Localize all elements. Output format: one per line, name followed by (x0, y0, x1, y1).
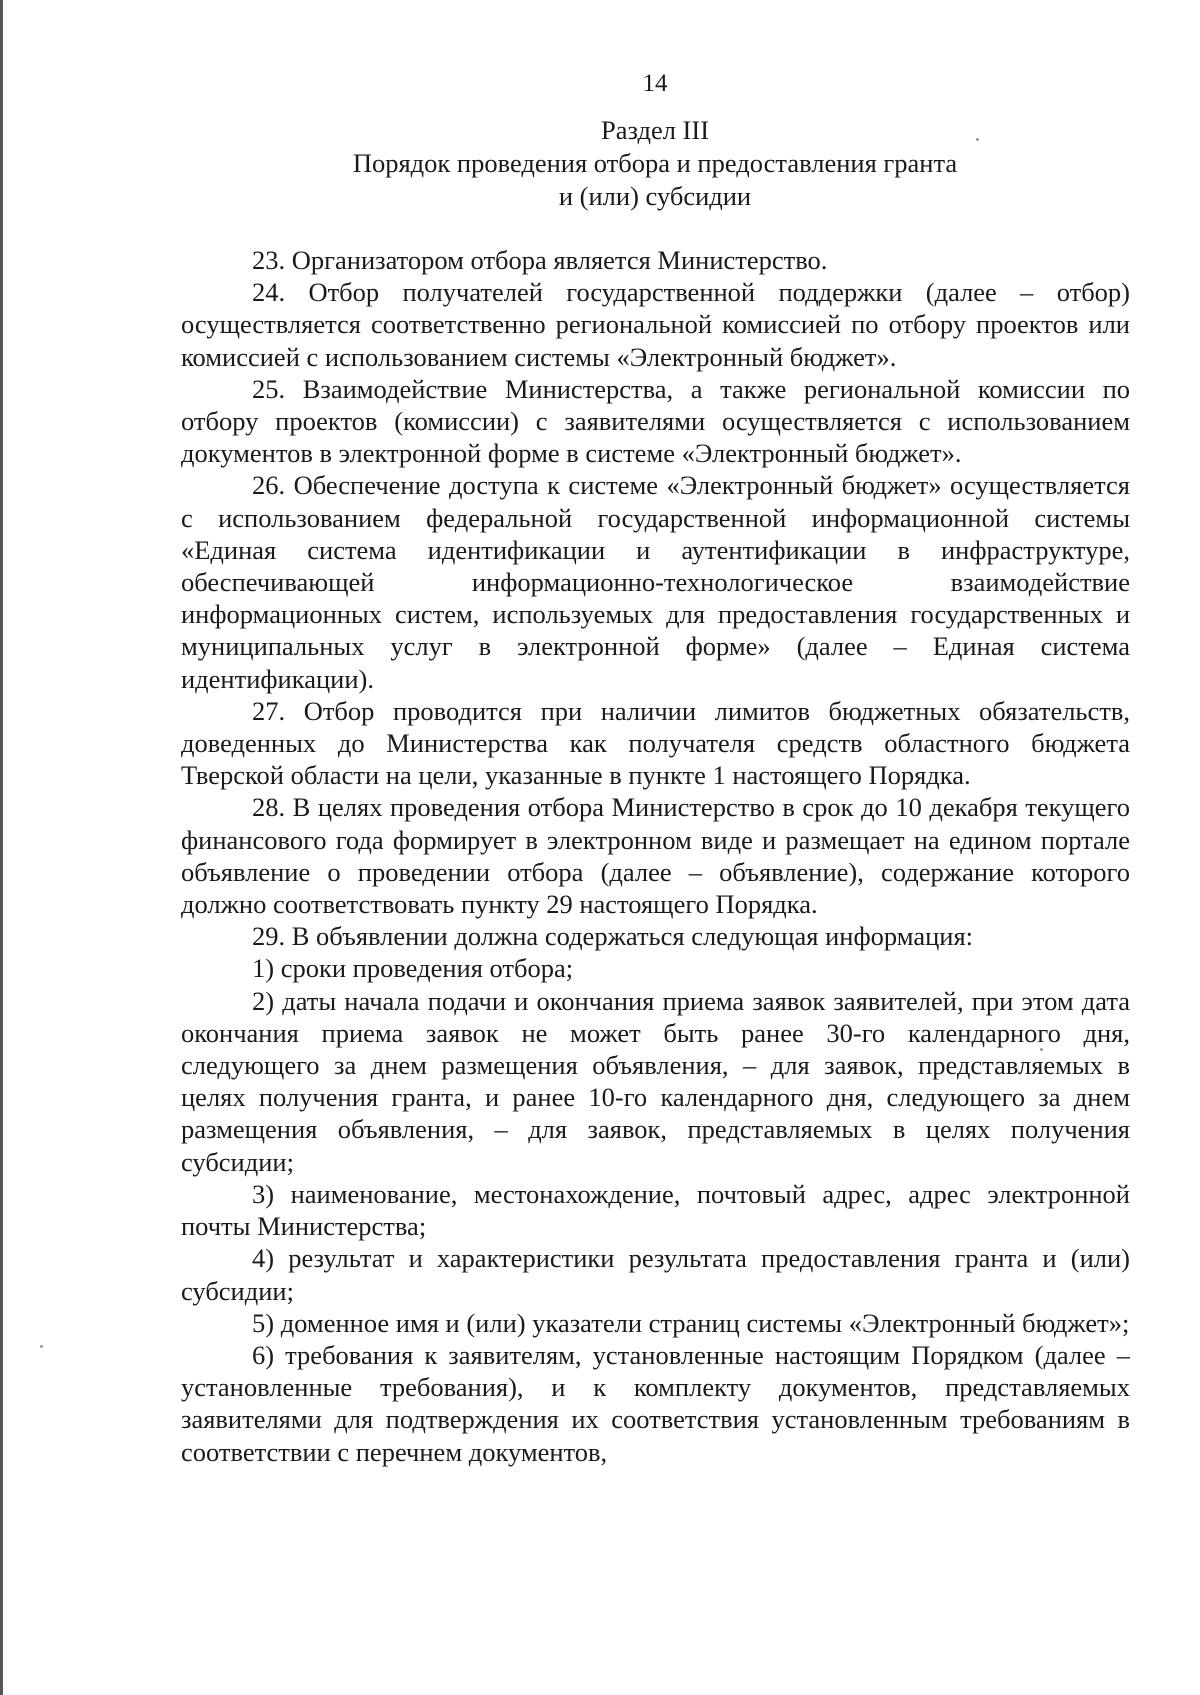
paragraph-26: 26. Обеспечение доступа к системе «Электронный бюджет» осуществляется с использованием федеральной государственной информационной системы «Единая система идентификации и аутентификации в инфраструктуре, обеспечивающей информационно-технологическое взаимодействие информационных систем, используемых для предоставления государственных и муниципальных услуг в электронной форме» (далее – Единая система идентификации). (181, 470, 1130, 694)
paragraph-24: 24. Отбор получателей государственной поддержки (далее – отбор) осуществляется соответственно региональной комиссией по отбору проектов или комиссией с использованием системы «Электронный бюджет». (181, 277, 1130, 372)
section-title-line-2: и (или) субсидии (558, 181, 752, 211)
list-item-3: 3) наименование, местонахождение, почтовый адрес, адрес электронной почты Министерства; (181, 1178, 1130, 1242)
paragraph-28: 28. В целях проведения отбора Министерство в срок до 10 декабря текущего финансового года формирует в электронном виде и размещает на едином портале объявление о проведении отбора (далее – объявление), содержание которого должно соответствовать пункту 29 настоящего Порядка. (181, 792, 1130, 920)
scan-artifact (40, 1345, 43, 1348)
paragraph-23: 23. Организатором отбора является Министерство. (252, 245, 828, 275)
section-label: Раздел III (600, 115, 710, 145)
list-item-1: 1) сроки проведения отбора; (252, 953, 574, 984)
paragraph-25: 25. Взаимодействие Министерства, а также региональной комиссии по отбору проектов (комиссии) с заявителями осуществляется с использованием документов в электронной форме в системе «Электронный бюджет». (181, 373, 1130, 469)
page-number: 14 (642, 70, 668, 97)
list-item-5: 5) доменное имя и (или) указатели страниц системы «Электронный бюджет»; (252, 1307, 1130, 1338)
section-title-line-1: Порядок проведения отбора и предоставления гранта (352, 148, 958, 178)
list-item-4: 4) результат и характеристики результата предоставления гранта и (или) субсидии; (181, 1243, 1130, 1306)
document-body (181, 244, 1130, 1468)
list-item-6: 6) требования к заявителям, установленные настоящим Порядком (далее – установленные требования), и к комплекту документов, представляемых заявителями для подтверждения их соответствия установленным требованиям в соответствии с перечнем документов, (181, 1339, 1130, 1467)
list-item-2: 2) даты начала подачи и окончания приема заявок заявителей, при этом дата окончания приема заявок не может быть ранее 30-го календарного дня, следующего за днем размещения объявления, – для заявок, представляемых в целях получения гранта, и ранее 10-го календарного дня, следующего за днем размещения объявления, – для заявок, представляемых в целях получения субсидии; (181, 985, 1130, 1177)
paragraph-29: 29. В объявлении должна содержаться следующая информация: (252, 921, 973, 952)
scan-edge (0, 0, 3, 1695)
section-heading (0, 114, 1200, 213)
paragraph-27: 27. Отбор проводится при наличии лимитов бюджетных обязательств, доведенных до Министерства как получателя средств областного бюджета Тверской области на цели, указанные в пункте 1 настоящего Порядка. (181, 695, 1130, 791)
